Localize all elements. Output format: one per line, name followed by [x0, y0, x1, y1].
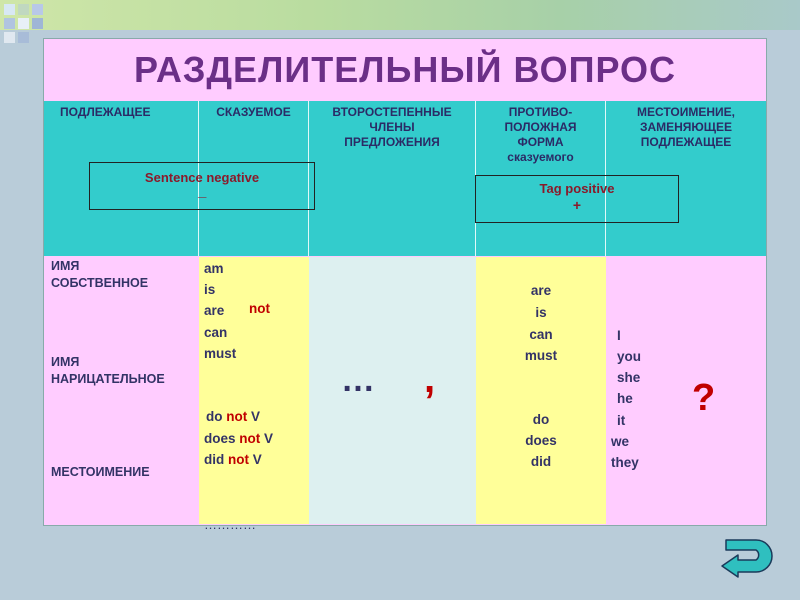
aux-verb: do — [206, 409, 223, 424]
header-secondary — [309, 101, 476, 256]
aux-v: V — [264, 431, 274, 446]
secondary-column — [309, 257, 476, 524]
tag-form: are — [530, 283, 552, 298]
rule-table-slide — [43, 38, 767, 532]
tag-form: must — [524, 348, 558, 363]
aux-not: not — [226, 409, 248, 424]
header-subject-label: ПОДЛЕЖАЩЕЕ — [60, 105, 151, 119]
aux-not: not — [228, 452, 250, 467]
header-secondary-label: ВТОРОСТЕПЕННЫЕ ЧЛЕНЫ ПРЕДЛОЖЕНИЯ — [332, 105, 452, 149]
pronoun-column — [606, 257, 766, 524]
pronoun: they — [611, 455, 639, 470]
positive-sign: + — [572, 197, 582, 213]
predicate-modal: can — [204, 325, 228, 340]
tag-form: can — [529, 327, 553, 342]
tag-positive-label: Tag positive — [539, 181, 615, 196]
tag-form-column — [476, 257, 606, 524]
subject-common-noun: ИМЯ НАРИЦАТЕЛЬНОЕ — [51, 355, 165, 386]
aux-v: V — [252, 452, 262, 467]
predicate-dots: ………… — [204, 517, 256, 532]
top-decorative-band — [0, 0, 800, 30]
tag-form: do — [532, 412, 550, 427]
predicate-aux-did — [204, 452, 262, 467]
predicate-modal: am — [204, 261, 224, 276]
negative-sign: _ — [198, 183, 207, 200]
aux-verb: does — [204, 431, 236, 446]
aux-not: not — [239, 431, 261, 446]
predicate-not: not — [249, 301, 270, 316]
header-predicate-label: СКАЗУЕМОЕ — [216, 105, 291, 119]
sentence-negative-box — [89, 162, 315, 210]
pronoun: you — [617, 349, 642, 364]
predicate-modal: must — [204, 346, 237, 361]
subject-pronoun: МЕСТОИМЕНИЕ — [51, 465, 150, 479]
pronoun: she — [617, 370, 641, 385]
predicate-column — [199, 257, 309, 532]
question-mark: ? — [692, 377, 716, 419]
page-title: РАЗДЕЛИТЕЛЬНЫЙ ВОПРОС — [134, 49, 676, 90]
predicate-modal: are — [204, 303, 225, 318]
predicate-aux-do — [206, 409, 260, 424]
predicate-aux-does — [204, 431, 273, 446]
pronoun: we — [611, 434, 630, 449]
secondary-comma: , — [424, 357, 436, 401]
pronoun: I — [617, 328, 621, 343]
aux-verb: did — [204, 452, 225, 467]
header-tag-form-label: ПРОТИВО- ПОЛОЖНАЯ ФОРМА сказуемого — [504, 105, 577, 164]
pronoun: it — [617, 413, 626, 428]
tag-form: did — [530, 454, 552, 469]
tag-form: does — [525, 433, 557, 448]
sentence-negative-label: Sentence negative — [144, 170, 260, 185]
pronoun: he — [617, 391, 633, 406]
subject-column — [44, 257, 199, 524]
predicate-modal: is — [204, 282, 216, 297]
u-turn-arrow-icon[interactable] — [712, 536, 774, 578]
secondary-ellipsis: … — [341, 361, 375, 399]
header-pronoun-label: МЕСТОИМЕНИЕ, ЗАМЕНЯЮЩЕЕ ПОДЛЕЖАЩЕЕ — [637, 105, 735, 149]
aux-v: V — [251, 409, 261, 424]
tag-form: is — [535, 305, 547, 320]
subject-proper-noun: ИМЯ СОБСТВЕННОЕ — [51, 259, 149, 290]
tag-positive-box — [475, 175, 679, 223]
